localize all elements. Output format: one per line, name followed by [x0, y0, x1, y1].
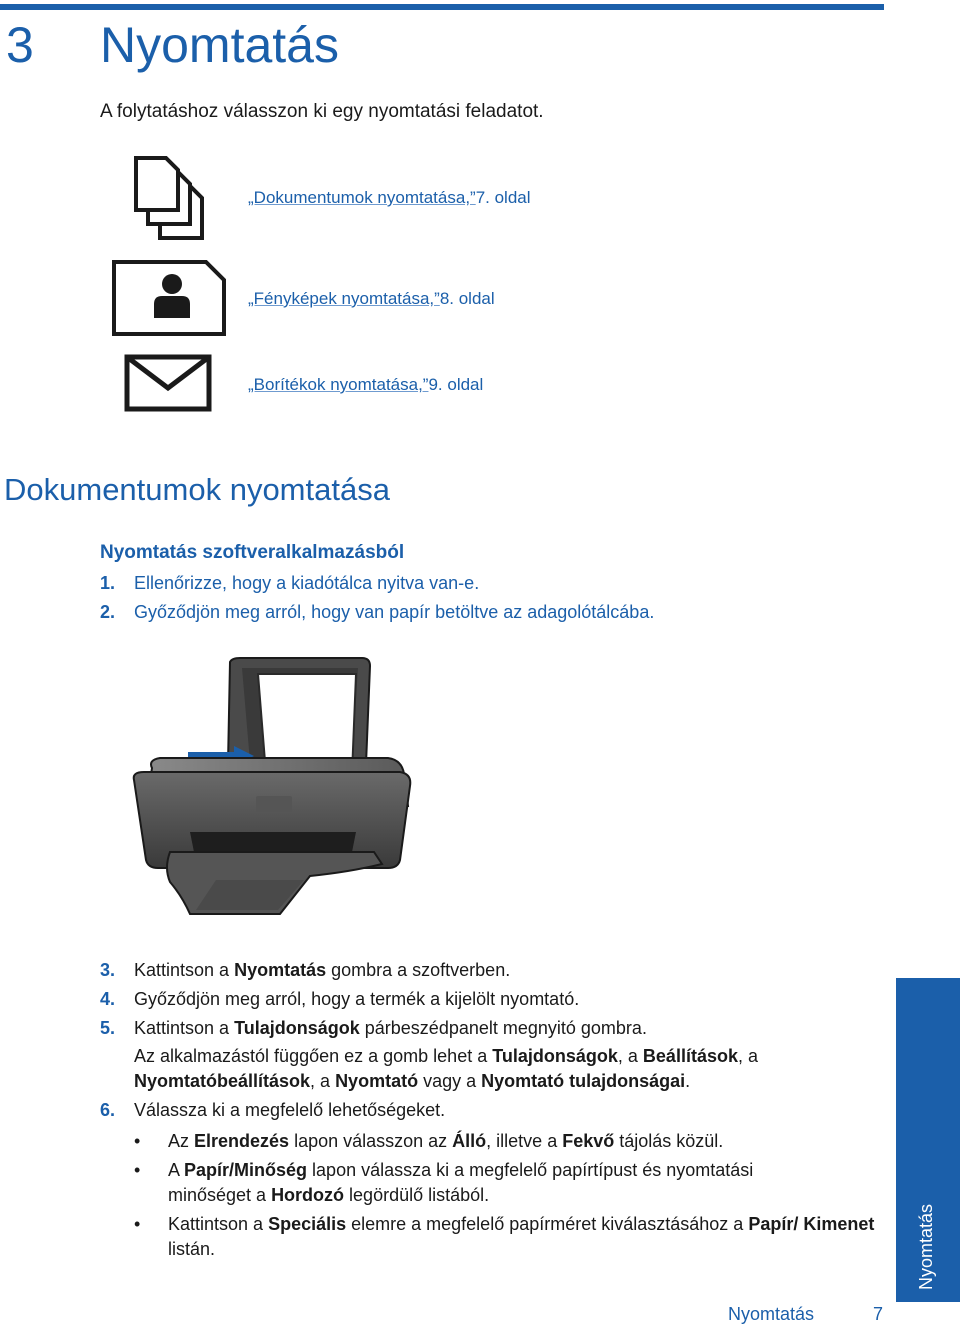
step-text: Kattintson a	[134, 1018, 235, 1038]
header-rule	[0, 4, 884, 10]
footer-chapter: Nyomtatás	[728, 1304, 815, 1324]
link-photos-page: 8. oldal	[439, 289, 495, 308]
para-text: Az alkalmazástól függően ez a gomb lehet a	[134, 1046, 493, 1066]
step-text: gombra a szoftverben.	[326, 960, 511, 980]
step-text: Kattintson a	[134, 960, 235, 980]
para-text: , a	[310, 1071, 336, 1091]
documents-icon	[130, 152, 208, 242]
ui-term: Nyomtatás	[234, 960, 327, 980]
step-4	[100, 989, 579, 1010]
link-photos[interactable]	[248, 289, 495, 309]
chapter-number: 3	[6, 17, 34, 73]
step-text: Válassza ki a megfelelő lehetőségeket.	[134, 1100, 446, 1120]
bullet-text: Az Elrendezés lapon válasszon az Álló, illetve a Fekvő tájolás közül.	[168, 1131, 724, 1151]
step-6	[100, 1100, 445, 1121]
step-text: párbeszédpanelt megnyitó gombra.	[359, 1018, 647, 1038]
bullet-text: A Papír/Minőség lapon válassza ki a megfelelő papírtípust és nyomtatási minőséget a Hordozó legördülő listából.	[168, 1160, 754, 1205]
ui-term: Tulajdonságok	[492, 1046, 618, 1066]
step-text: Győződjön meg arról, hogy a termék a kijelölt nyomtató.	[134, 989, 580, 1009]
bullet-marker: •	[134, 1214, 141, 1234]
side-tab-label: Nyomtatás	[916, 1203, 936, 1290]
subsection-title: Nyomtatás szoftveralkalmazásból	[100, 542, 405, 563]
step-5-detail	[134, 1044, 864, 1094]
footer-page-number: 7	[873, 1304, 884, 1324]
chapter-title: Nyomtatás	[100, 17, 339, 73]
para-text: vagy a	[418, 1071, 482, 1091]
envelope-icon	[124, 354, 212, 412]
step-2	[100, 602, 654, 623]
ui-term: Nyomtatóbeállítások	[134, 1071, 311, 1091]
chapter-side-tab	[896, 978, 960, 1302]
ui-term: Beállítások	[642, 1046, 738, 1066]
intro-text: A folytatáshoz válasszon ki egy nyomtatási feladatot.	[100, 101, 544, 122]
link-envelopes-text[interactable]: „Borítékok nyomtatása,”	[248, 375, 429, 394]
photo-icon	[110, 258, 228, 338]
bullet-marker: •	[134, 1160, 141, 1180]
step-5	[100, 1018, 647, 1039]
bullet-text: Kattintson a Speciális elemre a megfelelő papírméret kiválasztásához a Papír/ Kimenet listán.	[168, 1214, 875, 1259]
link-documents-text[interactable]: „Dokumentumok nyomtatása,”	[248, 188, 476, 207]
link-documents-page: 7. oldal	[475, 188, 531, 207]
step-3	[100, 960, 510, 981]
link-envelopes[interactable]	[248, 375, 483, 395]
step-number: 4.	[100, 989, 116, 1009]
para-text: , a	[617, 1046, 643, 1066]
para-text: , a	[737, 1046, 758, 1066]
printer-illustration	[130, 656, 416, 918]
step-number: 6.	[100, 1100, 116, 1120]
step-text: Ellenőrizze, hogy a kiadótálca nyitva van-e.	[134, 573, 480, 593]
step-number: 3.	[100, 960, 116, 980]
para-text: .	[685, 1071, 691, 1091]
section-title: Dokumentumok nyomtatása	[4, 472, 390, 507]
ui-term: Nyomtató tulajdonságai	[481, 1071, 686, 1091]
step-number: 2.	[100, 602, 116, 622]
link-photos-text[interactable]: „Fényképek nyomtatása,”	[248, 289, 440, 308]
ui-term: Tulajdonságok	[234, 1018, 360, 1038]
step-text: Győződjön meg arról, hogy van papír betöltve az adagolótálcába.	[134, 602, 655, 622]
ui-term: Nyomtató	[335, 1071, 419, 1091]
link-envelopes-page: 9. oldal	[428, 375, 484, 394]
step-number: 5.	[100, 1018, 116, 1038]
bullet-marker: •	[134, 1131, 141, 1151]
step-number: 1.	[100, 573, 116, 593]
step-1	[100, 573, 479, 594]
link-documents[interactable]	[248, 188, 531, 208]
